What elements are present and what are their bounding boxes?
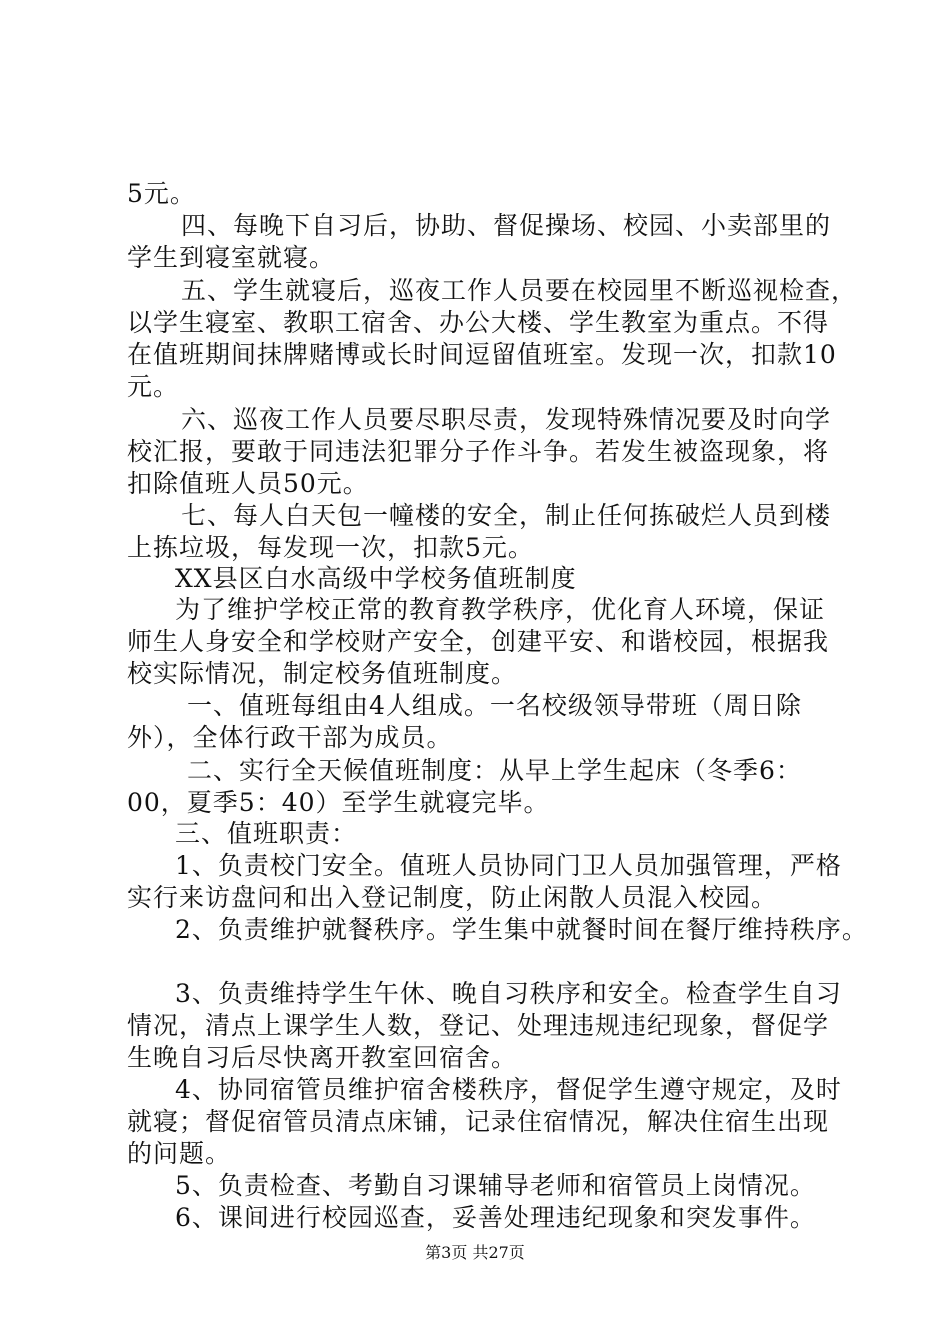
text-line: 1、负责校门安全。值班人员协同门卫人员加强管理，严格 [175,851,842,880]
text-line: 在值班期间抹牌赌博或长时间逗留值班室。发现一次，扣款10 [127,340,837,369]
text-line: 师生人身安全和学校财产安全，创建平安、和谐校园，根据我 [127,627,830,656]
page-number: 第3页 共27页 [425,1243,525,1262]
text-line: 上拣垃圾，每发现一次，扣款5元。 [127,533,534,562]
text-line: 三、值班职责： [175,819,358,848]
text-line: 6、课间进行校园巡查，妥善处理违纪现象和突发事件。 [175,1203,816,1232]
text-line: 二、实行全天候值班制度：从早上学生起床（冬季6： [187,756,802,785]
text-line: 四、每晚下自习后，协助、督促操场、校园、小卖部里的 [181,211,832,240]
text-line: 情况，清点上课学生人数，登记、处理违规违纪现象，督促学 [127,1011,830,1040]
text-line: 五、学生就寝后，巡夜工作人员要在校园里不断巡视检查， [181,276,858,305]
text-line: 一、值班每组由4人组成。一名校级领导带班（周日除 [187,691,802,720]
text-line: 学生到寝室就寝。 [127,243,336,272]
text-line: 扣除值班人员50元。 [127,469,369,498]
text-line: 的问题。 [127,1139,232,1168]
text-line: 外），全体行政干部为成员。 [127,723,453,752]
text-line: 2、负责维护就餐秩序。学生集中就餐时间在餐厅维持秩序。 [175,915,868,944]
text-line: 00，夏季5：40）至学生就寝完毕。 [127,788,550,817]
text-line: 4、协同宿管员维护宿舍楼秩序，督促学生遵守规定，及时 [175,1075,842,1104]
text-line: 5元。 [127,179,196,208]
text-line: 为了维护学校正常的教育教学秩序，优化育人环境，保证 [175,595,826,624]
text-line: 5、负责检查、考勤自习课辅导老师和宿管员上岗情况。 [175,1171,816,1200]
text-line: 元。 [127,372,180,401]
text-line: 就寝；督促宿管员清点床铺，记录住宿情况，解决住宿生出现 [127,1107,830,1136]
text-line: 六、巡夜工作人员要尽职尽责，发现特殊情况要及时向学 [181,405,832,434]
text-line: 以学生寝室、教职工宿舍、办公大楼、学生教室为重点。不得 [127,308,830,337]
text-line: 生晚自习后尽快离开教室回宿舍。 [127,1043,518,1072]
text-line: 实行来访盘问和出入登记制度，防止闲散人员混入校园。 [127,883,778,912]
text-line: 校实际情况，制定校务值班制度。 [127,659,518,688]
text-line: 3、负责维持学生午休、晚自习秩序和安全。检查学生自习 [175,979,842,1008]
text-line: 校汇报，要敢于同违法犯罪分子作斗争。若发生被盗现象，将 [127,437,830,466]
section-title: XX县区白水高级中学校务值班制度 [175,564,577,593]
text-line: 七、每人白天包一幢楼的安全，制止任何拣破烂人员到楼 [181,501,832,530]
